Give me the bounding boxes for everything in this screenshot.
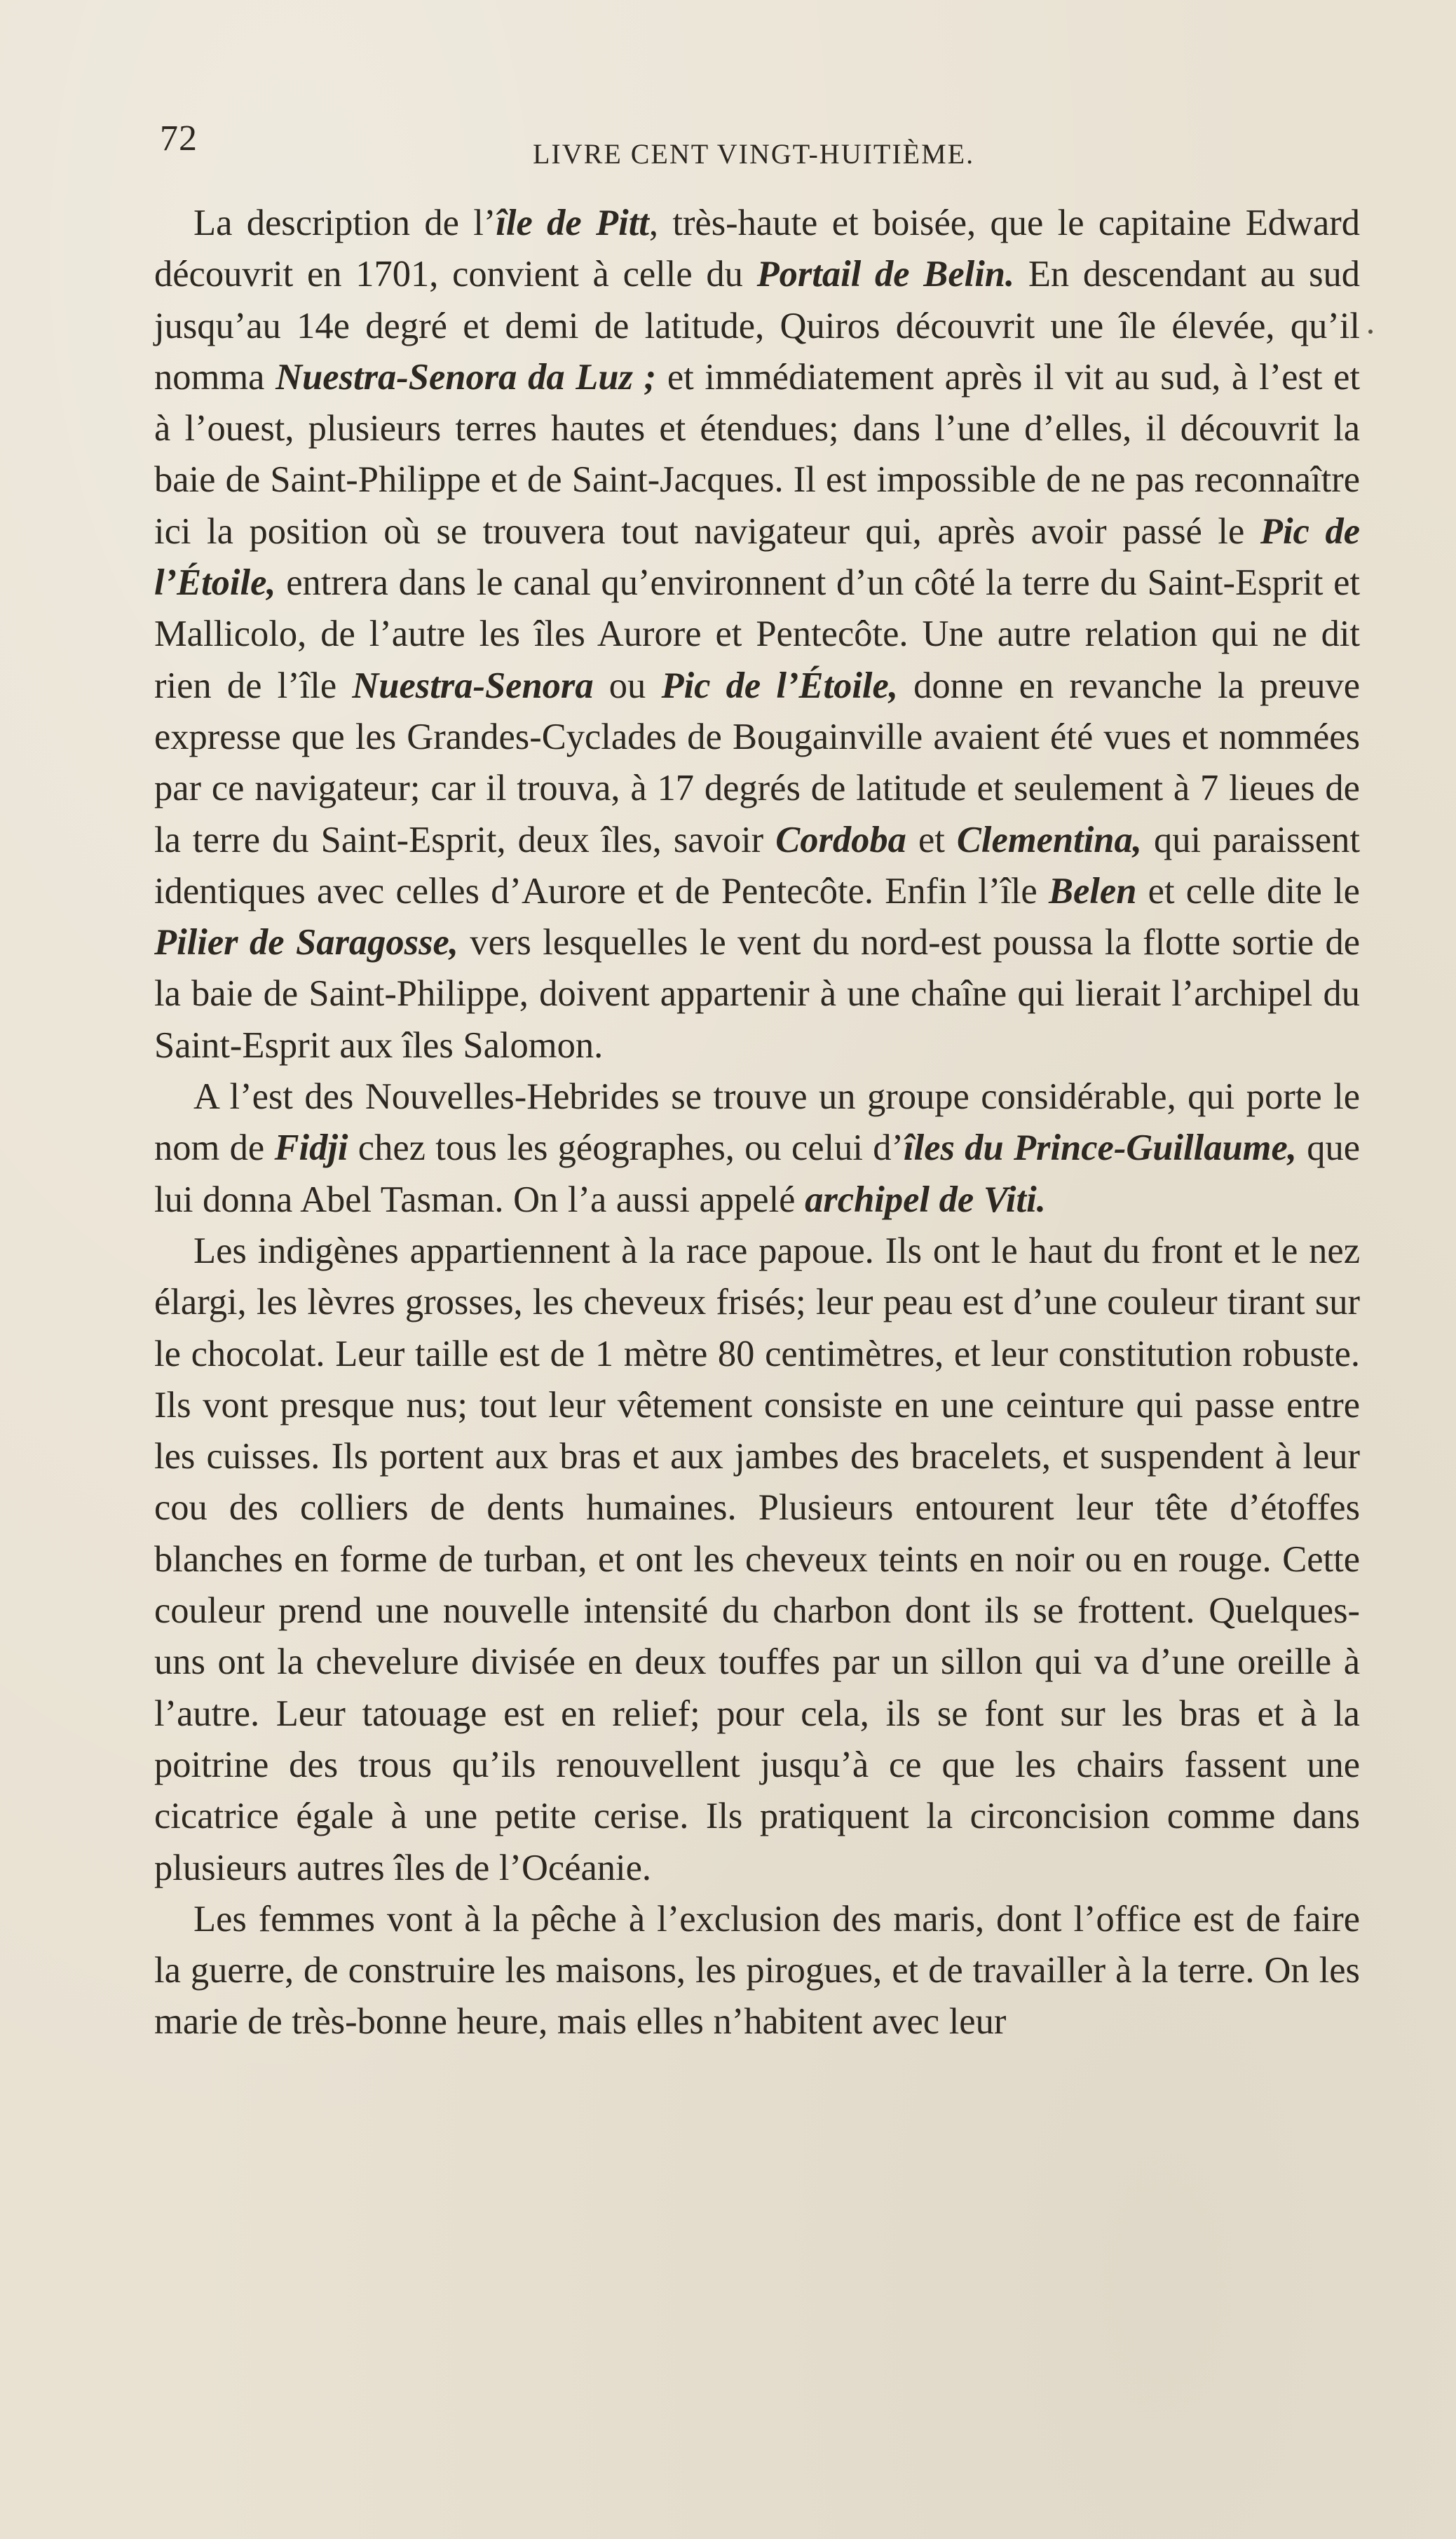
text-run: La description de l’ — [193, 203, 496, 243]
text-run: et — [906, 819, 957, 860]
text-run: En descendant au sud jusqu’au 14e degré et demi de latitude, Quiros découvrit une île élevée, qu’il nomma — [154, 254, 1361, 398]
paragraph — [154, 1894, 1360, 2048]
text-run: ou — [593, 665, 662, 706]
italic-term: Pic de l’Étoile, — [154, 510, 1360, 604]
text-run: , très-haute et boisée, que le capitaine Edward découvrit en 1701, convient à celle du — [154, 203, 1360, 295]
text-run: qui paraissent identiques avec celles d’Aurore et de Pentecôte. Enfin l’île — [154, 819, 1360, 912]
paragraph — [154, 1071, 1360, 1226]
text-run: donne en revanche la preuve expresse que les Grandes-Cyclades de Bougainville avaient été vues et nommées par ce navigateur; car il trouva, à 17 degrés de latitude et seulement à 7 lieues de la terre du Saint-Esprit, deux îles, savoir — [154, 665, 1361, 860]
italic-term: Pilier de Saragosse, — [154, 922, 458, 963]
text-run: chez tous les géographes, ou celui d’ — [348, 1128, 904, 1169]
running-head: LIVRE CENT VINGT-HUITIÈME. — [533, 138, 975, 170]
paragraph — [154, 198, 1360, 1071]
paragraph — [154, 1226, 1360, 1894]
italic-term: Nuestra-Senora da Luz ; — [275, 356, 657, 398]
italic-term: Pic de l’Étoile, — [661, 665, 898, 706]
italic-term: Clementina, — [956, 819, 1142, 860]
text-run: entrera dans le canal qu’environnent d’un côté la terre du Saint-Esprit et Mallicolo, de l’autre les îles Aurore et Pentecôte. Une autre relation qui ne dit rien de l’île — [154, 562, 1360, 706]
text-run: vers lesquelles le vent du nord-est poussa la flotte sortie de la baie de Saint-Philippe, doivent appartenir à une chaîne qui lierait l’archipel du Saint-Esprit aux îles Salomon. — [154, 922, 1360, 1066]
page-number: 72 — [160, 119, 198, 158]
body-text — [154, 198, 1360, 2048]
italic-term: îles du Prince-Guillaume, — [904, 1128, 1297, 1169]
margin-mark — [1368, 330, 1373, 334]
italic-term: archipel de Viti. — [805, 1179, 1046, 1220]
italic-term: Fidji — [274, 1128, 348, 1169]
text-run: et celle dite le — [1136, 870, 1360, 912]
italic-term: Cordoba — [775, 819, 906, 860]
text-run: Les femmes vont à la pêche à l’exclusion des maris, dont l’office est de faire la guerre, de construire les maisons, les pirogues, et de travailler à la terre. On les marie de très-bonne heure, mais elles n’habitent avec leur — [154, 1898, 1360, 2043]
text-run: et immédiatement après il vit au sud, à l’est et à l’ouest, plusieurs terres hautes et étendues; dans l’une d’elles, il découvrit la baie de Saint-Philippe et de Saint-Jacques. Il est impossible de ne pas reconnaître ici la position où se trouvera tout navigateur qui, après avoir passé le — [154, 356, 1361, 552]
text-run: A l’est des Nouvelles-Hebrides se trouve un groupe considérable, qui porte le nom de — [154, 1076, 1360, 1169]
italic-term: île de Pitt — [496, 203, 649, 243]
italic-term: Nuestra-Senora — [352, 665, 594, 706]
italic-term: Portail de Belin. — [756, 254, 1015, 295]
text-run: que lui donna Abel Tasman. On l’a aussi appelé — [154, 1128, 1361, 1220]
text-run: Les indigènes appartiennent à la race papoue. Ils ont le haut du front et le nez élargi, les lèvres grosses, les cheveux frisés; leur peau est d’une couleur tirant sur le chocolat. Leur taille est de 1 mètre 80 centimètres, et leur constitution robuste. Ils vont presque nus; tout leur vêtement consiste en une ceinture qui passe entre les cuisses. Ils portent aux bras et aux jambes des bracelets, et suspendent à leur cou des colliers de dents humaines. Plusieurs entourent leur tête d’étoffes blanches en forme de turban, et ont les cheveux teints en noir ou en rouge. Cette couleur prend une nouvelle intensité du charbon dont ils se frottent. Quelques-uns ont la chevelure divisée en deux touffes par un sillon qui va d’une oreille à l’autre. Leur tatouage est en relief; pour cela, ils se font sur les bras et à la poitrine des trous qu’ils renouvellent jusqu’à ce que les chairs fassent une cicatrice égale à une petite cerise. Ils pratiquent la circoncision comme dans plusieurs autres îles de l’Océanie. — [154, 1230, 1360, 1888]
italic-term: Belen — [1048, 870, 1137, 912]
